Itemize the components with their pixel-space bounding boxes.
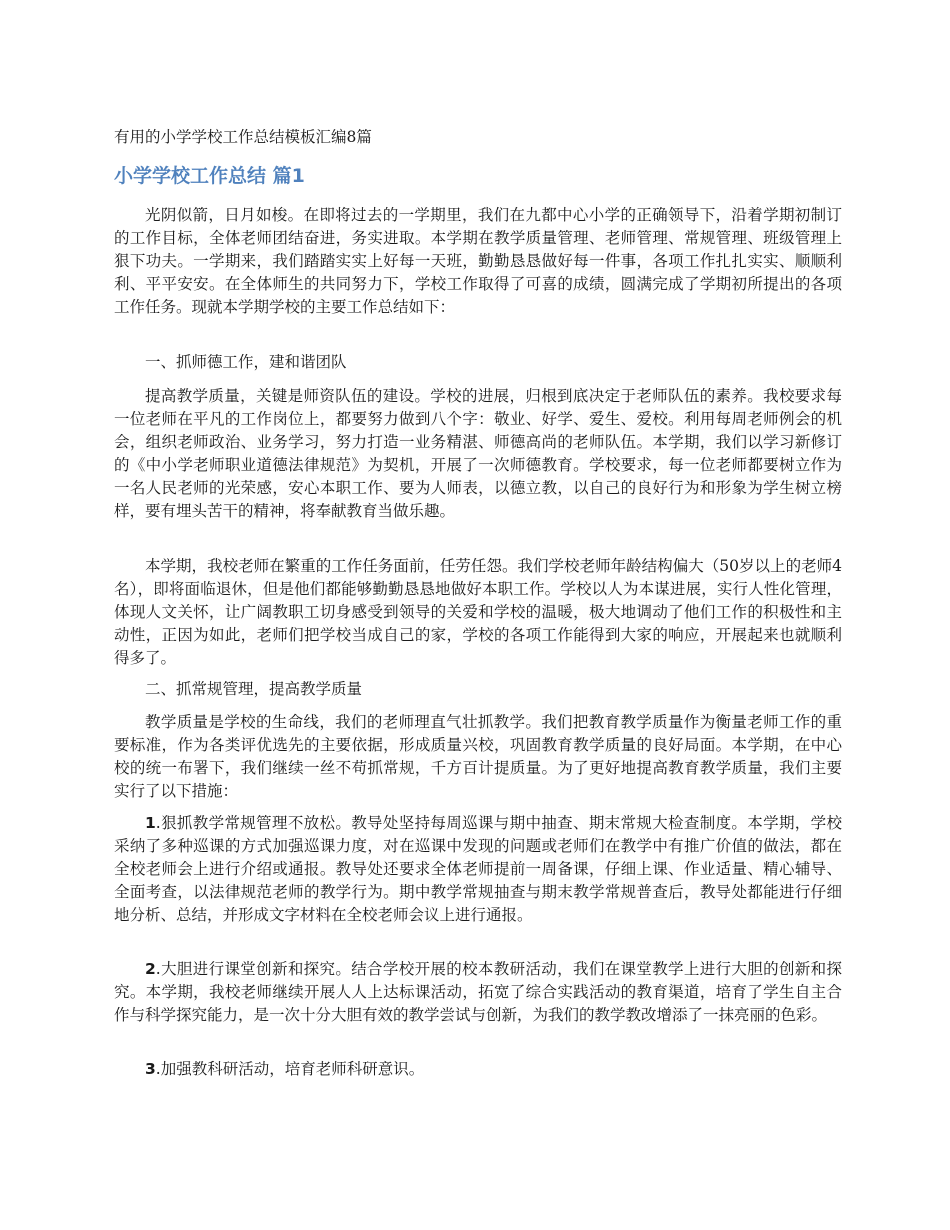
paragraph-text: .狠抓教学常规管理不放松。教导处坚持每周巡课与期中抽查、期末常规大检查制度。本学期，学校采纳了多种巡课的方式加强巡课力度，对在巡课中发现的问题或老师们在教学中有推广价值的做法，都在全校老师会上进行介绍或通报。教导处还要求全体老师提前一周备课，仔细上课、作业适量、精心辅导、全面考查，以法律规范老师的教学行为。期中教学常规抽查与期末教学常规普查后，教导处都能进行仔细地分析、总结，并形成文字材料在全校老师会议上进行通报。 [114, 814, 842, 924]
list-item-1 [114, 812, 842, 927]
subheading-teacher-ethics [114, 351, 842, 374]
paragraph-text: .加强教科研活动，培育老师科研意识。 [155, 1060, 425, 1078]
paragraph-text: 提高教学质量，关键是师资队伍的建设。学校的进展，归根到底决定于老师队伍的素养。我校要求每一位老师在平凡的工作岗位上，都要努力做到八个字：敬业、好学、爱生、爱校。利用每周老师例会的机会，组织老师政治、业务学习，努力打造一业务精湛、师德高尚的老师队伍。本学期，我们以学习新修订的《中小学老师职业道德法律规范》为契机，开展了一次师德教育。学校要求，每一位老师都要树立作为一名人民老师的光荣感，安心本职工作、要为人师表，以德立教，以自己的良好行为和形象为学生树立榜样，要有埋头苦干的精神，将奉献教育当做乐趣。 [114, 387, 842, 520]
list-item-3 [114, 1058, 842, 1081]
paragraph-teacher-workload [114, 555, 842, 670]
paragraph-text: 本学期，我校老师在繁重的工作任务面前，任劳任怨。我们学校老师年龄结构偏大（50岁以上的老师4名），即将面临退休，但是他们都能够勤勤恳恳地做好本职工作。学校以人为本谋进展，实行人性化管理，体现人文关怀，让广阔教职工切身感受到领导的关爱和学校的温暖，极大地调动了他们工作的积极性和主动性，正因为如此，老师们把学校当成自己的家，学校的各项工作能得到大家的响应，开展起来也就顺利得多了。 [114, 557, 842, 667]
paragraph-teacher-quality [114, 385, 842, 523]
paragraph-teaching-quality [114, 711, 842, 803]
document-title: 有用的小学学校工作总结模板汇编8篇 [114, 128, 372, 146]
paragraph-text: 教学质量是学校的生命线，我们的老师理直气壮抓教学。我们把教育教学质量作为衡量老师工作的重要标准，作为各类评优选先的主要依据，形成质量兴校，巩固教育教学质量的良好局面。本学期，在中心校的统一布署下，我们继续一丝不苟抓常规，千方百计提质量。为了更好地提高教育教学质量，我们主要实行了以下措施： [114, 713, 842, 800]
list-item-number: 2 [145, 960, 156, 978]
list-item-number: 1 [145, 814, 156, 832]
paragraph-text: 二、抓常规管理，提高教学质量 [145, 680, 363, 698]
section-heading: 小学学校工作总结 篇1 [114, 165, 305, 187]
paragraph-text: 光阴似箭，日月如梭。在即将过去的一学期里，我们在九都中心小学的正确领导下，沿着学期初制订的工作目标，全体老师团结奋进，务实进取。本学期在教学质量管理、老师管理、常规管理、班级管理上狠下功夫。一学期来，我们踏踏实实上好每一天班，勤勤恳恳做好每一件事，各项工作扎扎实实、顺顺利利、平平安安。在全体师生的共同努力下，学校工作取得了可喜的成绩，圆满完成了学期初所提出的各项工作任务。现就本学期学校的主要工作总结如下： [114, 206, 842, 316]
subheading-routine-management [114, 678, 842, 701]
paragraph-intro [114, 204, 842, 319]
list-item-2 [114, 958, 842, 1027]
paragraph-text: 一、抓师德工作，建和谐团队 [145, 353, 347, 371]
paragraph-text: .大胆进行课堂创新和探究。结合学校开展的校本教研活动，我们在课堂教学上进行大胆的创新和探究。本学期，我校老师继续开展人人上达标课活动，拓宽了综合实践活动的教育渠道，培育了学生自主合作与科学探究能力，是一次十分大胆有效的教学尝试与创新，为我们的教学教改增添了一抹亮丽的色彩。 [114, 960, 842, 1024]
list-item-number: 3 [145, 1060, 156, 1078]
